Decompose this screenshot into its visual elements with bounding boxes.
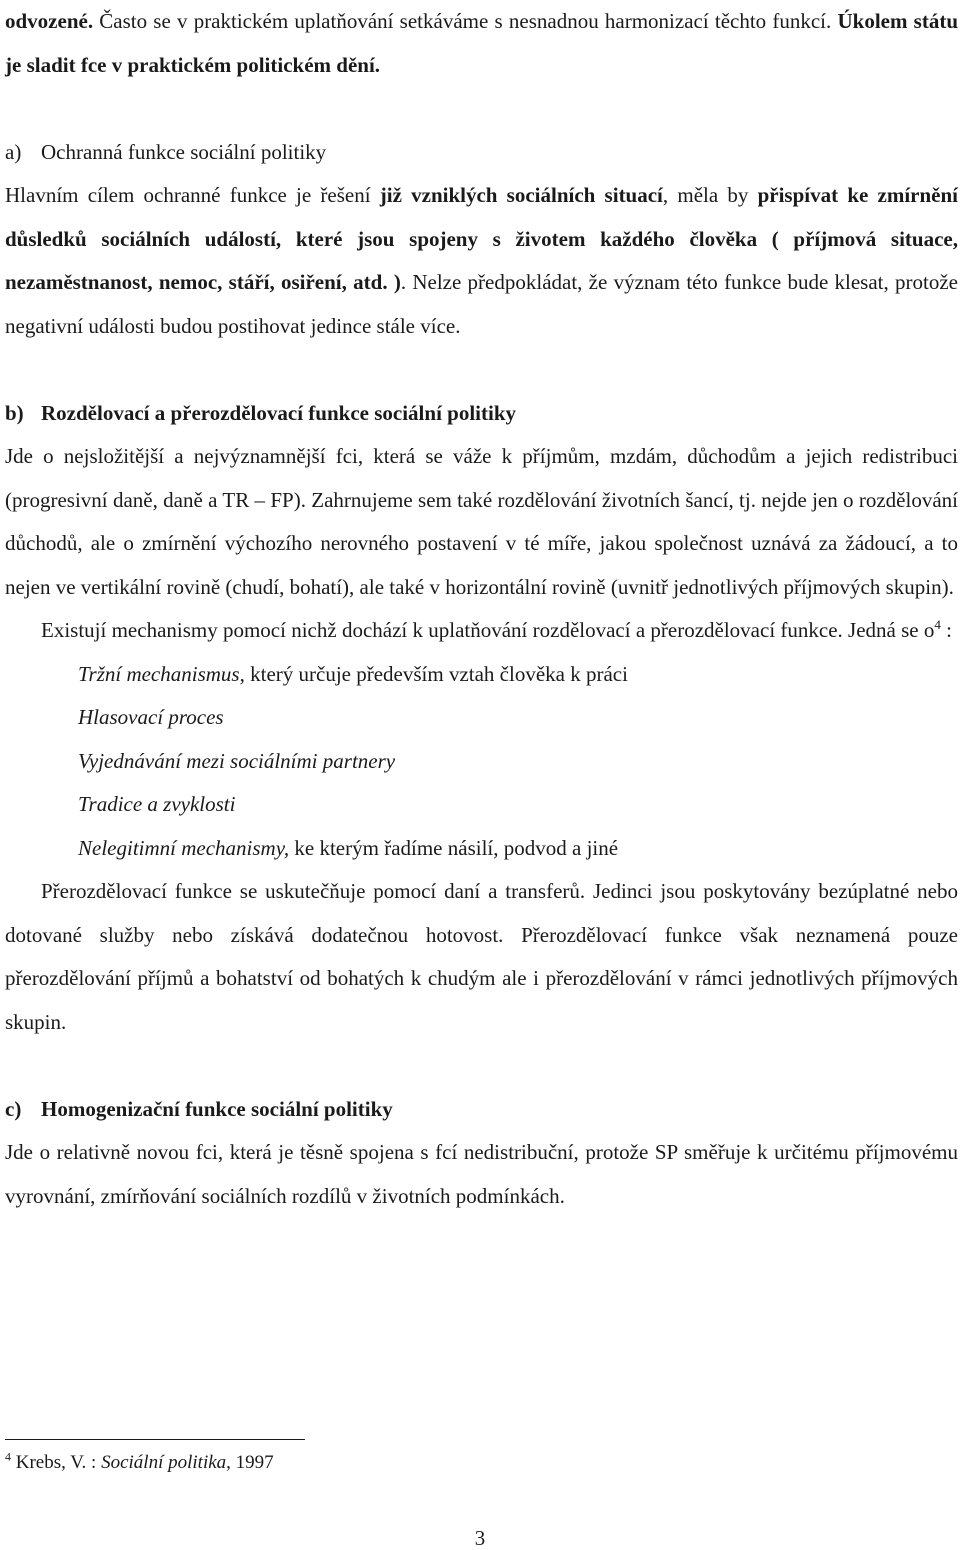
section-c-title: Homogenizační funkce sociální politiky bbox=[41, 1096, 393, 1121]
footnote-title: Sociální politika bbox=[101, 1452, 227, 1473]
spacer bbox=[5, 1044, 958, 1088]
section-b-paragraph-3: Přerozdělovací funkce se uskutečňuje pomocí daní a transferů. Jedinci jsou poskytovány bezúplatné nebo dotované služby nebo získává dodatečnou hotovost. Přerozdělovací funkce však neznamená pouze přerozdělování příjmů a bohatství od bohatých k chudým ale i přerozdělování v rámci jednotlivých příjmových skupin. bbox=[5, 879, 958, 1034]
intro-bold-start: odvozené. bbox=[5, 9, 94, 33]
mechanism-term: Nelegitimní mechanismy, bbox=[78, 835, 290, 860]
intro-paragraph bbox=[5, 0, 958, 87]
mechanism-term: Tradice a zvyklosti bbox=[78, 792, 236, 816]
section-a-text-3: . Nelze předpokládat, že význam této funkce bude klesat, protože negativní události budou postihovat jedince stále více. bbox=[5, 270, 958, 338]
section-b-label: b) bbox=[5, 400, 24, 425]
mechanism-term: Tržní mechanismus bbox=[78, 661, 240, 686]
footnote bbox=[5, 1450, 274, 1476]
footnote-author: Krebs, V. : bbox=[11, 1452, 102, 1473]
mechanism-desc: , který určuje především vztah člověka k práci bbox=[239, 661, 628, 686]
list-item bbox=[78, 653, 958, 697]
section-b-paragraph-1: Jde o nejsložitější a nejvýznamnější fci, která se váže k příjmům, mzdám, důchodům a jejich redistribuci (progresivní daně, daně a TR – FP). Zahrnujeme sem také rozdělování životních šancí, tj. nejde jen o rozdělování důchodů, ale o zmírnění výchozího nerovného postavení v té míře, jakou společnost uznává za žádoucí, a to nejen ve vertikální rovině (chudí, bohatí), ale také v horizontální rovině (uvnitř jednotlivých příjmových skupin). bbox=[5, 444, 958, 599]
section-c-label: c) bbox=[5, 1096, 22, 1121]
footnote-year: , 1997 bbox=[226, 1452, 274, 1473]
mechanism-term: Hlasovací proces bbox=[78, 705, 224, 729]
section-c-paragraph: Jde o relativně novou fci, která je těsně spojena s fcí nedistribuční, protože SP směřuje k určitému příjmovému vyrovnání, zmírňování sociálních rozdílů v životních podmínkách. bbox=[5, 1140, 958, 1208]
list-item bbox=[78, 696, 958, 740]
section-a-heading bbox=[5, 131, 958, 175]
section-a-text-2: , měla by bbox=[662, 183, 758, 207]
list-item bbox=[78, 827, 958, 871]
intro-bold-sentence: Úkolem státu je sladit fce v praktickém politickém dění. bbox=[5, 9, 958, 77]
document-page bbox=[5, 0, 958, 1218]
list-item bbox=[78, 783, 958, 827]
mechanism-term: Vyjednávání mezi sociálními partnery bbox=[78, 748, 396, 773]
footnote-divider bbox=[5, 1439, 305, 1440]
section-b-p2-text: Existují mechanismy pomocí nichž dochází k uplatňování rozdělovací a přerozdělovací funkce. Jedná se o bbox=[41, 618, 935, 642]
footnote-reference: 4 bbox=[934, 617, 941, 632]
section-a-text-1: Hlavním cílem ochranné funkce je řešení bbox=[5, 183, 380, 207]
intro-text: Často se v praktickém uplatňování setkáváme s nesnadnou harmonizací těchto funkcí. bbox=[93, 9, 838, 33]
section-b-heading bbox=[5, 392, 958, 436]
section-b-title: Rozdělovací a přerozdělovací funkce sociální politiky bbox=[41, 400, 517, 425]
mechanism-list bbox=[5, 653, 958, 871]
section-c-heading bbox=[5, 1088, 958, 1132]
list-item bbox=[78, 740, 958, 784]
section-a-paragraph bbox=[5, 174, 958, 348]
section-b-paragraph-2 bbox=[5, 609, 958, 653]
spacer bbox=[5, 348, 958, 392]
section-a-bold-2: přispívat ke zmírnění důsledků sociálních událostí, které jsou spojeny s životem každého člověka ( příjmová situace, nezaměstnanost, nemoc, stáří, osiření, atd. ) bbox=[5, 183, 959, 294]
spacer bbox=[5, 87, 958, 131]
footnote-number: 4 bbox=[5, 1449, 11, 1464]
mechanism-desc: ke kterým řadíme násilí, podvod a jiné bbox=[289, 835, 619, 860]
section-a-title: Ochranná funkce sociální politiky bbox=[41, 139, 327, 164]
section-a-label: a) bbox=[5, 139, 22, 164]
section-a-bold-1: již vzniklých sociálních situací bbox=[379, 183, 663, 207]
section-b-p2-tail: : bbox=[940, 618, 952, 642]
page-number: 3 bbox=[474, 1526, 486, 1550]
